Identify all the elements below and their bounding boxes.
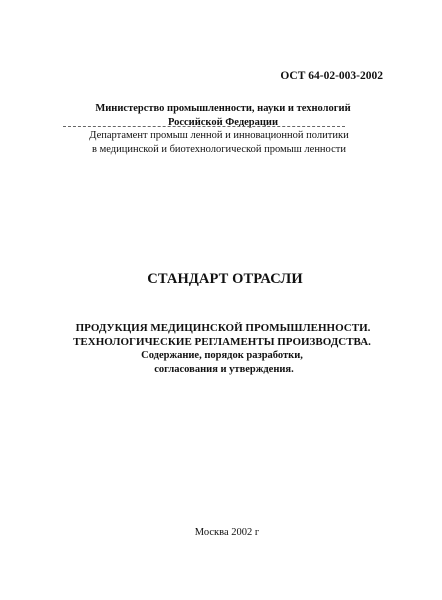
subject-block: [0, 321, 442, 377]
header-divider: [63, 126, 345, 127]
subject-line-4: согласования и утверждения.: [154, 364, 294, 375]
issuer-line-2: Российской Федерации: [167, 117, 279, 128]
subject-line-3: Содержание, порядок разработки,: [141, 350, 303, 361]
issuer-line-1: Министерство промышленности, науки и технологий: [95, 103, 351, 114]
department-line-2: в медицинской и биотехнологической промыш ленности: [92, 144, 346, 155]
subject-line-2: ТЕХНОЛОГИЧЕСКИЕ РЕГЛАМЕНТЫ ПРОИЗВОДСТВА.: [73, 336, 371, 348]
place-year: Москва 2002 г: [194, 527, 260, 538]
department-line-1: Департамент промыш ленной и инновационной политики: [89, 130, 349, 141]
subject-line-1: ПРОДУКЦИЯ МЕДИЦИНСКОЙ ПРОМЫШЛЕННОСТИ.: [75, 322, 371, 334]
standard-title: СТАНДАРТ ОТРАСЛИ: [147, 271, 303, 287]
document-code: ОСТ 64-02-003-2002: [280, 70, 383, 82]
department-block: [0, 129, 442, 157]
